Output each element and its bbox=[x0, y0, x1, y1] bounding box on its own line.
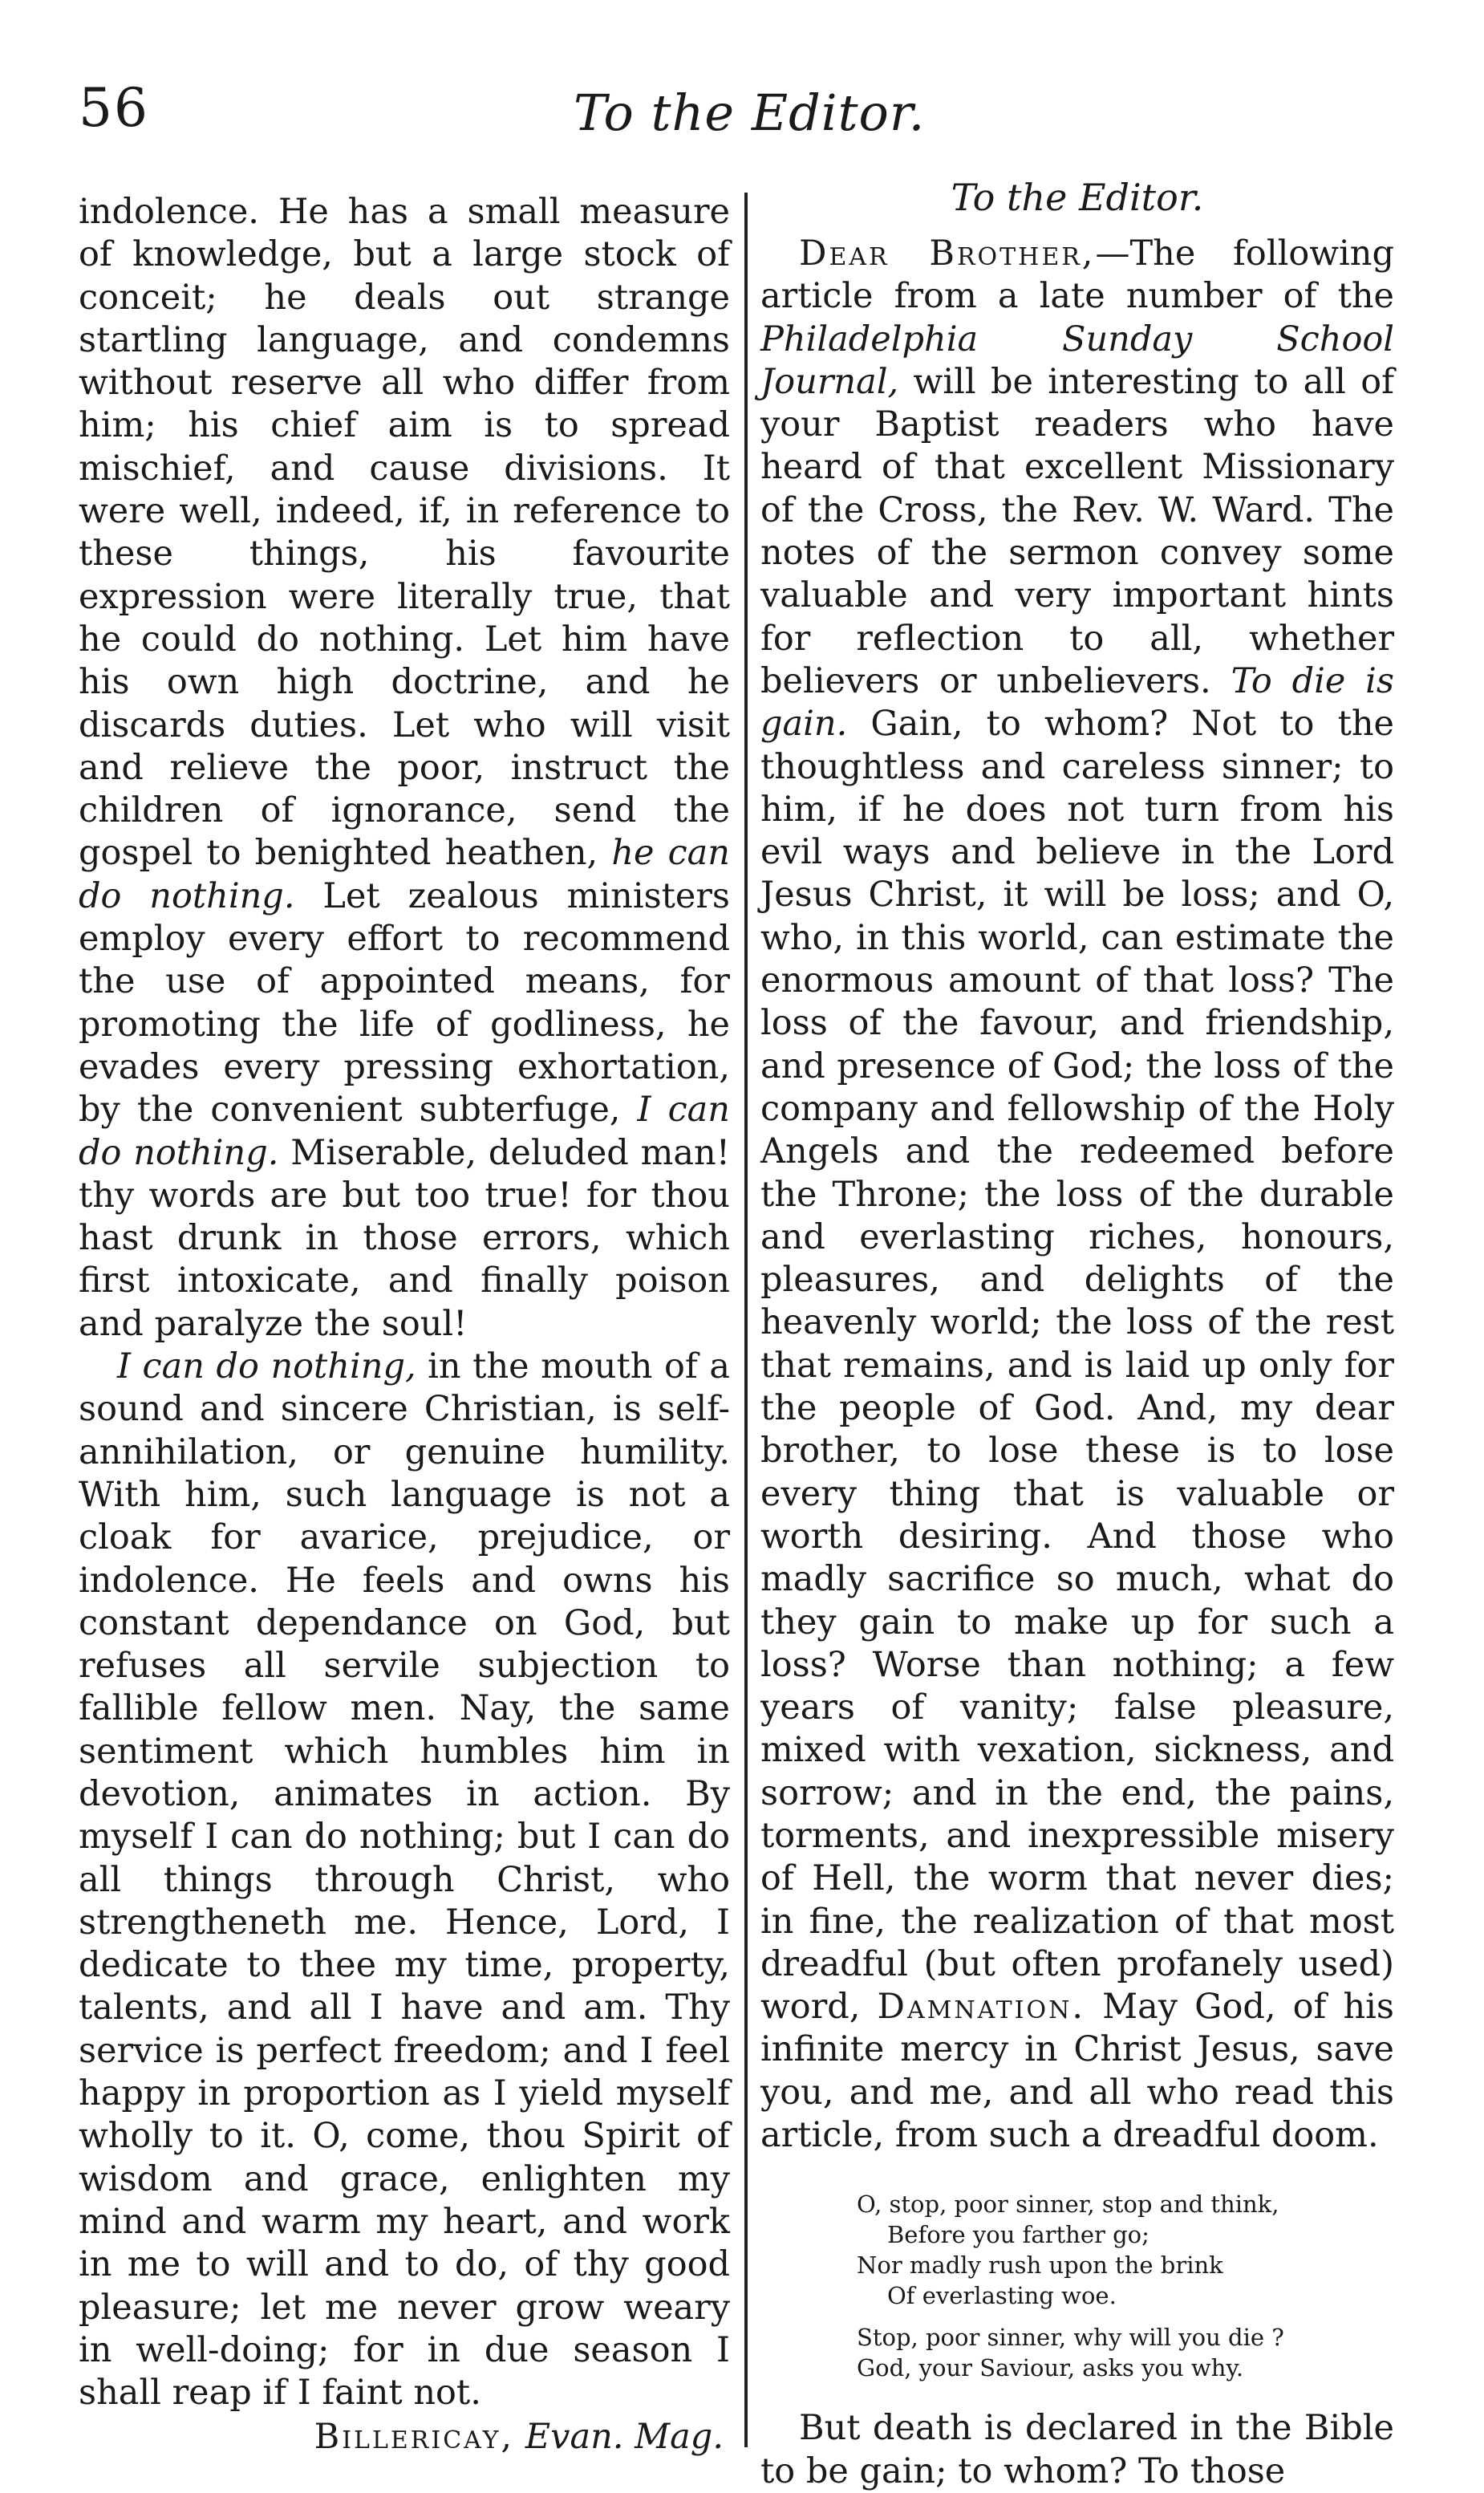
left-column bbox=[79, 191, 730, 2459]
right-column bbox=[760, 175, 1394, 2493]
text-run: May God, of his infinite mercy in Christ Jesus, save you, and me, and all who read this article, from such a dreadful doom. bbox=[760, 1987, 1394, 2156]
poem-line: Before you farther go; bbox=[887, 2221, 1149, 2249]
italic-run: Philadelphia Sunday School Journal, bbox=[760, 319, 1394, 402]
small-caps-run: Damnation. bbox=[877, 1987, 1086, 2028]
poem-line: God, your Saviour, asks you why. bbox=[857, 2354, 1244, 2382]
page-number: 56 bbox=[79, 77, 149, 139]
poem-stanza-1 bbox=[857, 2189, 1394, 2311]
right-paragraph-1 bbox=[760, 233, 1394, 2157]
signature-source: Evan. Mag. bbox=[525, 2417, 724, 2458]
text-run: —The following article from a late number of the bbox=[760, 233, 1394, 317]
text-run: in the mouth of a sound and sincere Christian, is self-annihilation, or genuine humility. With him, such language is not a cloak for avarice, prejudice, or indolence. He feels and owns his constant dependance on God, but refuses all servile subjection to fallible fellow men. Nay, the same sentiment which humbles him in devotion, animates in action. By myself I can do nothing; but I can do all things through Christ, who strengtheneth me. Hence, Lord, I dedicate to thee my time, property, talents, and all I have and am. Thy service is perfect freedom; and I feel happy in proportion as I yield myself wholly to it. O, come, thou Spirit of wisdom and grace, enlighten my mind and warm my heart, and work in me to will and to do, of thy good pleasure; let me never grow weary in well-doing; for in due season I shall reap if I faint not. bbox=[79, 1346, 730, 2414]
text-run: indolence. He has a small measure of knowledge, but a large stock of conceit; he deals out strange startling language, and condemns without reserve all who differ from him; his chief aim is to spread mischief, and cause divisions. It were well, indeed, if, in reference to these things, his favourite expression were literally true, that he could do nothing. Let him have his own high doctrine, and he discards duties. Let who will visit and relieve the poor, instruct the children of ignorance, send the gospel to benighted heathen, bbox=[79, 192, 730, 874]
text-run: Miserable, deluded man! thy words are but too true! for thou hast drunk in those errors, which first intoxicate, and finally poison and paralyze the soul! bbox=[79, 1132, 730, 1344]
poem-line: O, stop, poor sinner, stop and think, bbox=[857, 2191, 1279, 2219]
salutation: Dear Brother, bbox=[799, 233, 1096, 274]
italic-run: I can do nothing. bbox=[79, 1090, 730, 1173]
left-paragraph-2 bbox=[79, 1346, 730, 2414]
poem-line: Nor madly rush upon the brink bbox=[857, 2251, 1223, 2280]
italic-run: To die is gain. bbox=[760, 660, 1394, 745]
column-divider bbox=[744, 193, 748, 2447]
signature bbox=[79, 2416, 730, 2458]
poem-stanza-2 bbox=[857, 2322, 1394, 2383]
article-title: To the Editor. bbox=[951, 176, 1204, 219]
right-paragraph-2: But death is declared in the Bible to be gain; to whom? To those bbox=[760, 2408, 1394, 2491]
left-paragraph-1 bbox=[79, 191, 730, 1346]
poem-line: Of everlasting woe. bbox=[887, 2282, 1117, 2310]
signature-name: Billericay, bbox=[314, 2417, 515, 2458]
poem-line: Stop, poor sinner, why will you die ? bbox=[857, 2324, 1284, 2352]
italic-run: he can do nothing. bbox=[79, 833, 730, 916]
italic-run: I can do nothing, bbox=[117, 1346, 416, 1387]
text-run: Gain, to whom? Not to the thoughtless and careless sinner; to him, if he does not turn from his evil ways and believe in the Lord Jesus Christ, it will be loss; and O, who, in this world, can estimate the enormous amount of that loss? The loss of the favour, and friendship, and presence of God; the loss of the company and fellowship of the Holy Angels and the redeemed before the Throne; the loss of the durable and everlasting riches, honours, pleasures, and delights of the heavenly world; the loss of the rest that remains, and is laid up only for the people of God. And, my dear brother, to lose these is to lose every thing that is valuable or worth desiring. And those who madly sacrifice so much, what do they gain to make up for such a loss? Worse than nothing; a few years of vanity; false pleasure, mixed with vexation, sickness, and sorrow; and in the end, the pains, torments, and inexpressible misery of Hell, the worm that never dies; in fine, the realization of that most dreadful (but often profanely used) word, bbox=[760, 704, 1394, 2028]
running-head: To the Editor. bbox=[574, 83, 926, 142]
poem bbox=[760, 2189, 1394, 2383]
text-run: Let zealous ministers employ every effort to recommend the use of appointed means, for promoting the life of godliness, he evades every pressing exhortation, by the convenient subterfuge, bbox=[79, 875, 730, 1131]
text-run: will be interesting to all of your Baptist readers who have heard of that excellent Missionary of the Cross, the Rev. W. Ward. The notes of the sermon convey some valuable and very important hints for reflection to all, whether believers or unbelievers. bbox=[760, 361, 1394, 701]
